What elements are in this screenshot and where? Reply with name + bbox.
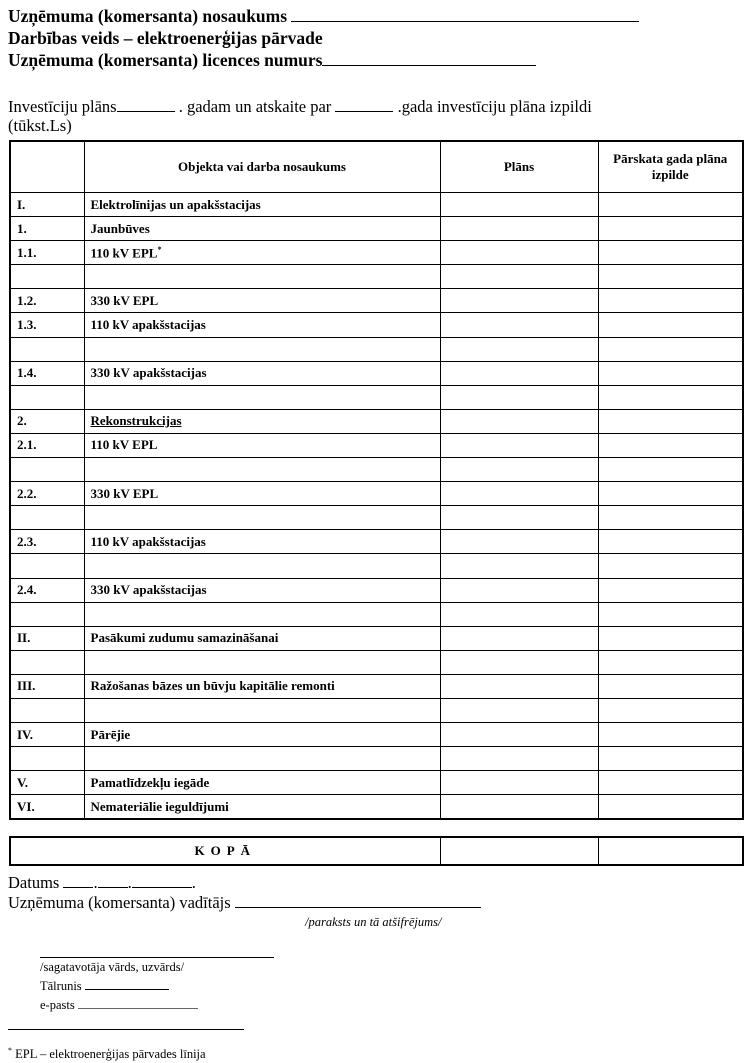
table-row: [10, 409, 743, 433]
row-plan-cell[interactable]: [440, 482, 598, 506]
row-object-name: [84, 723, 440, 747]
row-execution-cell[interactable]: [598, 337, 743, 361]
table-row: [10, 578, 743, 602]
row-object-name: [84, 747, 440, 771]
row-object-label: Jaunbūves: [90, 220, 150, 236]
date-line: Datums . . .: [8, 873, 196, 892]
row-execution-cell[interactable]: [598, 433, 743, 457]
row-object-label: 330 kV apakšstacijas: [90, 582, 207, 598]
date-year-field[interactable]: [132, 872, 192, 888]
plan-title-part1: Investīciju plāns: [8, 97, 117, 116]
row-object-label: Ražošanas bāzes un būvju kapitālie remonti: [90, 678, 335, 694]
row-execution-cell[interactable]: [598, 289, 743, 313]
row-execution-cell[interactable]: [598, 361, 743, 385]
plan-title-part3: .gada investīciju plāna izpildi: [397, 97, 592, 116]
table-row: [10, 747, 743, 771]
row-object-name: [84, 337, 440, 361]
row-number: 2.: [10, 409, 84, 433]
row-plan-cell[interactable]: [440, 265, 598, 289]
row-plan-cell[interactable]: [440, 795, 598, 820]
row-plan-cell[interactable]: [440, 771, 598, 795]
row-plan-cell[interactable]: [440, 698, 598, 722]
row-object-label: 110 kV apakšstacijas: [90, 533, 206, 549]
row-object-name: [84, 433, 440, 457]
row-number: 1.4.: [10, 361, 84, 385]
row-object-name: [84, 361, 440, 385]
table-row: [10, 650, 743, 674]
table-row: [10, 626, 743, 650]
manager-label: Uzņēmuma (komersanta) vadītājs: [8, 893, 231, 912]
phone-field[interactable]: [85, 978, 169, 990]
date-month-field[interactable]: [98, 872, 128, 888]
row-object-name: [84, 795, 440, 820]
row-plan-cell[interactable]: [440, 602, 598, 626]
row-number: [10, 458, 84, 482]
investment-table: [9, 140, 744, 820]
row-object-label: Pamatlīdzekļu iegāde: [90, 774, 210, 790]
row-object-name: [84, 409, 440, 433]
table-row: [10, 217, 743, 241]
phone-label: Tālrunis: [40, 979, 82, 993]
row-plan-cell[interactable]: [440, 337, 598, 361]
row-plan-cell[interactable]: [440, 554, 598, 578]
table-row: [10, 458, 743, 482]
total-table: [9, 836, 744, 866]
row-plan-cell[interactable]: [440, 433, 598, 457]
table-row: [10, 698, 743, 722]
row-plan-cell[interactable]: [440, 193, 598, 217]
table-row: [10, 241, 743, 265]
row-object-name: [84, 602, 440, 626]
row-execution-cell[interactable]: [598, 602, 743, 626]
row-number: 1.1.: [10, 241, 84, 265]
row-plan-cell[interactable]: [440, 626, 598, 650]
row-execution-cell[interactable]: [598, 482, 743, 506]
row-plan-cell[interactable]: [440, 650, 598, 674]
row-number: 2.1.: [10, 433, 84, 457]
row-object-name: [84, 193, 440, 217]
row-object-name: [84, 265, 440, 289]
row-object-label: Elektrolīnijas un apakšstacijas: [90, 196, 261, 212]
row-object-label: 330 kV EPL: [90, 485, 159, 501]
row-execution-cell[interactable]: [598, 723, 743, 747]
date-day-field[interactable]: [63, 872, 93, 888]
table-row: [10, 554, 743, 578]
row-object-name: [84, 313, 440, 337]
units-label: (tūkst.Ls): [8, 116, 72, 135]
row-object-label: 330 kV EPL: [90, 292, 159, 308]
license-number-line: [8, 50, 536, 71]
row-execution-cell[interactable]: [598, 193, 743, 217]
row-execution-cell[interactable]: [598, 747, 743, 771]
manager-signature-field[interactable]: [235, 892, 481, 908]
row-execution-cell[interactable]: [598, 530, 743, 554]
row-execution-cell[interactable]: [598, 795, 743, 820]
row-number: 1.2.: [10, 289, 84, 313]
row-number: [10, 602, 84, 626]
table-row: [10, 337, 743, 361]
row-execution-cell[interactable]: [598, 554, 743, 578]
header-num: [10, 141, 84, 193]
row-execution-cell[interactable]: [598, 385, 743, 409]
date-label: Datums: [8, 873, 60, 892]
table-row: [10, 265, 743, 289]
row-number: [10, 650, 84, 674]
row-object-name: [84, 385, 440, 409]
row-number: [10, 554, 84, 578]
table-row: [10, 482, 743, 506]
footnote-marker: *: [157, 244, 162, 254]
row-object-name: [84, 241, 440, 265]
plan-title-line: [8, 96, 592, 116]
table-row: [10, 313, 743, 337]
activity-type-line: Darbības veids – elektroenerģijas pārvade: [8, 28, 323, 48]
row-plan-cell[interactable]: [440, 289, 598, 313]
table-row: [10, 771, 743, 795]
table-row: [10, 289, 743, 313]
preparer-note: /sagatavotāja vārds, uzvārds/: [40, 960, 185, 974]
row-object-name: [84, 626, 440, 650]
email-label: e-pasts: [40, 998, 75, 1012]
table-row: [10, 530, 743, 554]
report-year-field[interactable]: [335, 96, 393, 112]
table-row: [10, 795, 743, 820]
row-object-name: [84, 698, 440, 722]
row-execution-cell[interactable]: [598, 313, 743, 337]
row-number: VI.: [10, 795, 84, 820]
row-execution-cell[interactable]: [598, 578, 743, 602]
footnote-mark: *: [8, 1046, 12, 1055]
row-number: III.: [10, 674, 84, 698]
row-plan-cell[interactable]: [440, 217, 598, 241]
row-number: 1.: [10, 217, 84, 241]
row-execution-cell[interactable]: [598, 674, 743, 698]
row-plan-cell[interactable]: [440, 674, 598, 698]
row-execution-cell[interactable]: [598, 626, 743, 650]
row-number: I.: [10, 193, 84, 217]
row-number: II.: [10, 626, 84, 650]
row-plan-cell[interactable]: [440, 361, 598, 385]
plan-year-field[interactable]: [117, 96, 175, 112]
row-execution-cell[interactable]: [598, 698, 743, 722]
table-row: [10, 723, 743, 747]
row-plan-cell[interactable]: [440, 385, 598, 409]
row-number: 2.2.: [10, 482, 84, 506]
row-object-name: [84, 482, 440, 506]
row-execution-cell[interactable]: [598, 409, 743, 433]
row-plan-cell[interactable]: [440, 313, 598, 337]
company-name-field[interactable]: [291, 6, 639, 22]
row-object-name: [84, 289, 440, 313]
row-execution-cell[interactable]: [598, 241, 743, 265]
row-number: IV.: [10, 723, 84, 747]
row-number: [10, 506, 84, 530]
row-object-name: [84, 578, 440, 602]
row-plan-cell[interactable]: [440, 723, 598, 747]
row-plan-cell[interactable]: [440, 409, 598, 433]
row-number: [10, 698, 84, 722]
total-plan-cell[interactable]: [440, 837, 598, 865]
row-object-label: 330 kV apakšstacijas: [90, 365, 207, 381]
row-execution-cell[interactable]: [598, 650, 743, 674]
email-field[interactable]: [78, 997, 198, 1009]
total-execution-cell[interactable]: [598, 837, 743, 865]
row-plan-cell[interactable]: [440, 241, 598, 265]
row-object-name: [84, 506, 440, 530]
row-number: [10, 337, 84, 361]
row-execution-cell[interactable]: [598, 506, 743, 530]
table-row: [10, 602, 743, 626]
row-execution-cell[interactable]: [598, 458, 743, 482]
table-row: [10, 506, 743, 530]
row-object-name: [84, 771, 440, 795]
row-plan-cell[interactable]: [440, 747, 598, 771]
row-object-label: Pārējie: [90, 726, 131, 742]
total-label: KOPĀ: [10, 837, 440, 865]
row-object-name: [84, 530, 440, 554]
license-number-field[interactable]: [322, 50, 536, 66]
company-name-line: [8, 6, 639, 27]
row-plan-cell[interactable]: [440, 458, 598, 482]
plan-title-part2: . gadam un atskaite par: [178, 97, 332, 116]
phone-line: [40, 978, 169, 994]
total-row: [10, 837, 743, 865]
row-object-name: [84, 554, 440, 578]
row-number: 1.3.: [10, 313, 84, 337]
email-line: [40, 997, 198, 1013]
row-number: [10, 385, 84, 409]
footnote: [8, 1043, 206, 1062]
header-object: Objekta vai darba nosaukums: [84, 141, 440, 193]
table-row: [10, 433, 743, 457]
company-name-label: Uzņēmuma (komersanta) nosaukums: [8, 6, 288, 26]
footnote-separator: [8, 1029, 244, 1030]
row-number: [10, 747, 84, 771]
row-number: 2.4.: [10, 578, 84, 602]
row-object-label: Rekonstrukcijas: [90, 413, 182, 429]
preparer-name-field[interactable]: [40, 957, 274, 958]
row-object-label: 110 kV EPL: [90, 244, 158, 260]
table-row: [10, 674, 743, 698]
row-plan-cell[interactable]: [440, 530, 598, 554]
row-execution-cell[interactable]: [598, 265, 743, 289]
row-plan-cell[interactable]: [440, 506, 598, 530]
row-object-label: 110 kV EPL: [90, 437, 158, 453]
license-number-label: Uzņēmuma (komersanta) licences numurs: [8, 50, 323, 70]
row-execution-cell[interactable]: [598, 771, 743, 795]
header-plan: Plāns: [440, 141, 598, 193]
footnote-text: EPL – elektroenerģijas pārvades līnija: [15, 1047, 206, 1062]
row-object-label: Nemateriālie ieguldījumi: [90, 798, 229, 814]
row-object-name: [84, 217, 440, 241]
row-object-name: [84, 650, 440, 674]
row-object-name: [84, 458, 440, 482]
header-execution: Pārskata gada plāna izpilde: [598, 141, 743, 193]
row-number: 2.3.: [10, 530, 84, 554]
row-object-label: 110 kV apakšstacijas: [90, 317, 206, 333]
signature-note: /paraksts un tā atšifrējums/: [305, 915, 442, 929]
table-row: [10, 361, 743, 385]
row-object-name: [84, 674, 440, 698]
table-row: [10, 385, 743, 409]
row-number: V.: [10, 771, 84, 795]
table-header-row: [10, 141, 743, 193]
manager-line: [8, 892, 481, 912]
row-execution-cell[interactable]: [598, 217, 743, 241]
table-row: [10, 193, 743, 217]
row-object-label: Pasākumi zudumu samazināšanai: [90, 630, 279, 646]
row-number: [10, 265, 84, 289]
row-plan-cell[interactable]: [440, 578, 598, 602]
